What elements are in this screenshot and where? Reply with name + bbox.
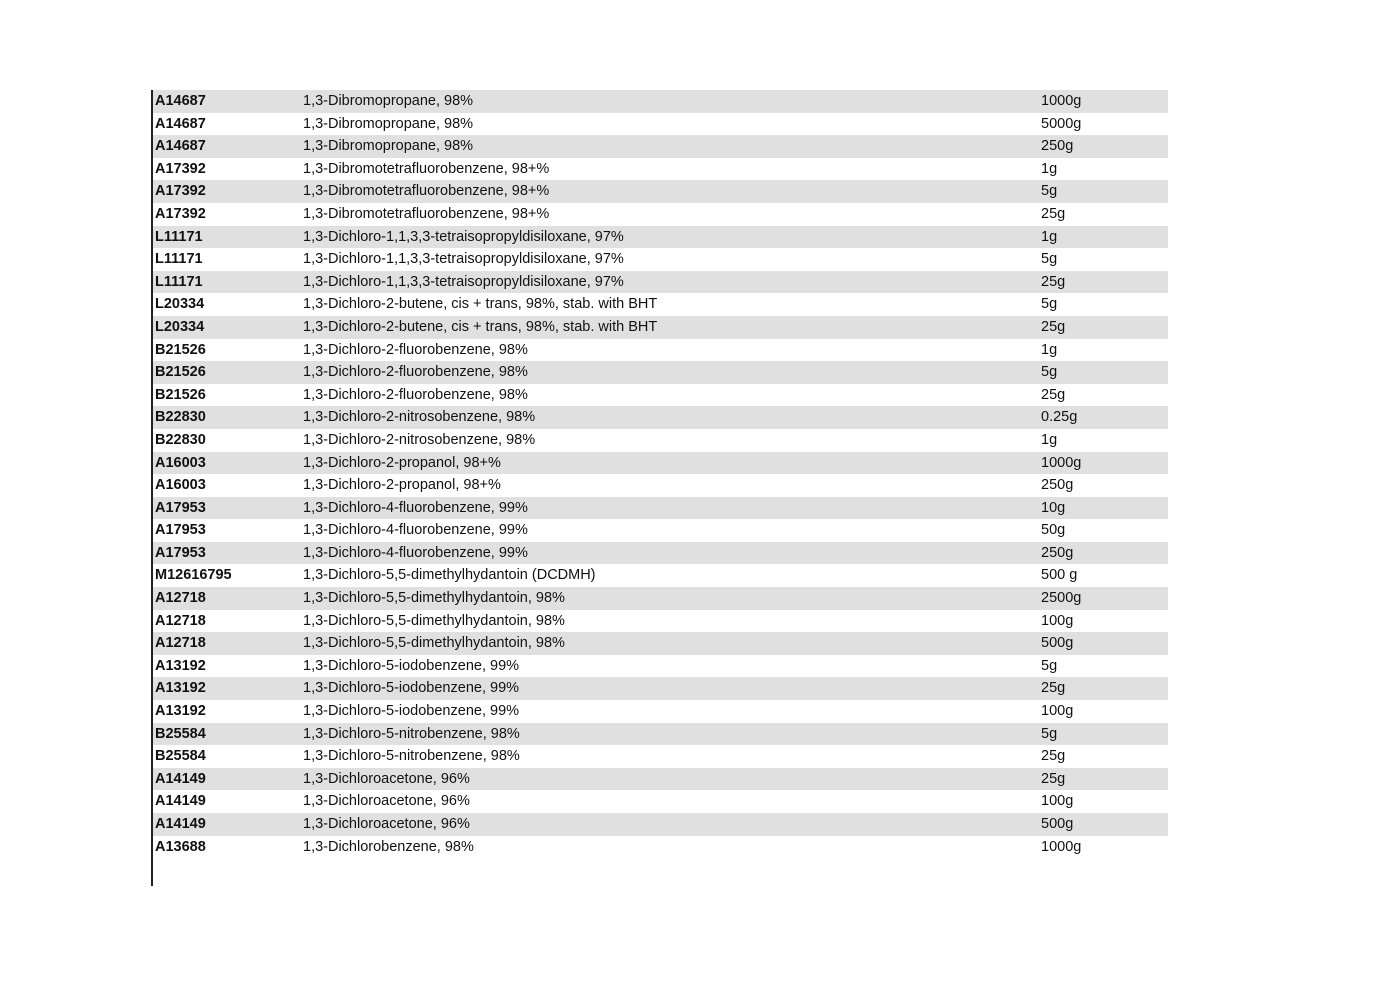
product-name-cell: 1,3-Dichloroacetone, 96% bbox=[303, 770, 470, 787]
catalog-number-cell: B25584 bbox=[155, 748, 206, 765]
table-row bbox=[153, 610, 1168, 633]
catalog-number-cell: A12718 bbox=[155, 612, 206, 629]
package-size-cell: 0.25g bbox=[1041, 409, 1078, 426]
table-row bbox=[153, 429, 1168, 452]
table-row bbox=[153, 677, 1168, 700]
package-size-cell: 100g bbox=[1041, 612, 1074, 629]
catalog-number-cell: L20334 bbox=[155, 318, 205, 335]
product-name-cell: 1,3-Dichloro-5-nitrobenzene, 98% bbox=[303, 748, 520, 765]
table-row bbox=[153, 587, 1168, 610]
table-row bbox=[153, 248, 1168, 271]
package-size-cell: 25g bbox=[1041, 318, 1066, 335]
table-row bbox=[153, 406, 1168, 429]
product-name-cell: 1,3-Dichloro-5,5-dimethylhydantoin (DCDMH) bbox=[303, 567, 596, 584]
catalog-number-cell: L11171 bbox=[155, 273, 203, 290]
product-name-cell: 1,3-Dichloro-2-butene, cis + trans, 98%, stab. with BHT bbox=[303, 296, 658, 313]
table-row bbox=[153, 158, 1168, 181]
catalog-number-cell: B25584 bbox=[155, 725, 206, 742]
catalog-number-cell: M12616795 bbox=[155, 567, 232, 584]
package-size-cell: 1g bbox=[1041, 341, 1058, 358]
table-body bbox=[153, 90, 1168, 858]
product-name-cell: 1,3-Dichloro-2-nitrosobenzene, 98% bbox=[303, 431, 536, 448]
catalog-number-cell: A17953 bbox=[155, 522, 206, 539]
catalog-number-cell: L11171 bbox=[155, 228, 203, 245]
catalog-number-cell: B21526 bbox=[155, 341, 206, 358]
product-name-cell: 1,3-Dichloro-5-iodobenzene, 99% bbox=[303, 703, 520, 720]
product-name-cell: 1,3-Dichloro-2-fluorobenzene, 98% bbox=[303, 341, 528, 358]
catalog-number-cell: A14687 bbox=[155, 138, 206, 155]
table-row bbox=[153, 474, 1168, 497]
table-row bbox=[153, 316, 1168, 339]
package-size-cell: 25g bbox=[1041, 386, 1066, 403]
product-name-cell: 1,3-Dichloro-1,1,3,3-tetraisopropyldisiloxane, 97% bbox=[303, 251, 624, 268]
product-name-cell: 1,3-Dichloro-1,1,3,3-tetraisopropyldisiloxane, 97% bbox=[303, 273, 624, 290]
package-size-cell: 5g bbox=[1041, 296, 1058, 313]
table-row bbox=[153, 497, 1168, 520]
package-size-cell: 5g bbox=[1041, 364, 1058, 381]
package-size-cell: 1000g bbox=[1041, 93, 1082, 109]
product-name-cell: 1,3-Dibromotetrafluorobenzene, 98+% bbox=[303, 160, 550, 177]
catalog-number-cell: A13192 bbox=[155, 703, 206, 720]
catalog-number-cell: A17392 bbox=[155, 183, 206, 200]
product-name-cell: 1,3-Dichloro-1,1,3,3-tetraisopropyldisiloxane, 97% bbox=[303, 228, 624, 245]
catalog-number-cell: A12718 bbox=[155, 590, 206, 607]
product-name-cell: 1,3-Dichloro-5-iodobenzene, 99% bbox=[303, 657, 520, 674]
product-name-cell: 1,3-Dichloro-5-nitrobenzene, 98% bbox=[303, 725, 520, 742]
package-size-cell: 10g bbox=[1041, 499, 1066, 516]
product-name-cell: 1,3-Dichloro-4-fluorobenzene, 99% bbox=[303, 499, 528, 516]
package-size-cell: 1g bbox=[1041, 228, 1058, 245]
table-row bbox=[153, 180, 1168, 203]
package-size-cell: 500g bbox=[1041, 635, 1074, 652]
product-name-cell: 1,3-Dibromopropane, 98% bbox=[303, 93, 474, 109]
package-size-cell: 1000g bbox=[1041, 454, 1082, 471]
table-row bbox=[153, 655, 1168, 678]
product-name-cell: 1,3-Dichloro-2-butene, cis + trans, 98%, stab. with BHT bbox=[303, 318, 658, 335]
package-size-cell: 500g bbox=[1041, 816, 1074, 832]
table-row bbox=[153, 519, 1168, 542]
table-row bbox=[153, 135, 1168, 158]
package-size-cell: 5g bbox=[1041, 183, 1058, 200]
package-size-cell: 25g bbox=[1041, 205, 1066, 222]
product-name-cell: 1,3-Dichloroacetone, 96% bbox=[303, 793, 470, 810]
package-size-cell: 5000g bbox=[1041, 115, 1082, 132]
product-name-cell: 1,3-Dichloro-5,5-dimethylhydantoin, 98% bbox=[303, 612, 565, 629]
table-row bbox=[153, 700, 1168, 723]
package-size-cell: 25g bbox=[1041, 680, 1066, 697]
catalog-number-cell: A17392 bbox=[155, 205, 206, 222]
package-size-cell: 500 g bbox=[1041, 567, 1078, 584]
table-row bbox=[153, 90, 1168, 113]
product-name-cell: 1,3-Dichloro-2-propanol, 98+% bbox=[303, 454, 501, 471]
table-row bbox=[153, 361, 1168, 384]
catalog-number-cell: L20334 bbox=[155, 296, 205, 313]
catalog-number-cell: A17392 bbox=[155, 160, 206, 177]
package-size-cell: 250g bbox=[1041, 544, 1074, 561]
package-size-cell: 5g bbox=[1041, 657, 1058, 674]
catalog-number-cell: B22830 bbox=[155, 431, 206, 448]
product-name-cell: 1,3-Dibromotetrafluorobenzene, 98+% bbox=[303, 205, 550, 222]
table-row bbox=[153, 790, 1168, 813]
package-size-cell: 5g bbox=[1041, 251, 1058, 268]
product-name-cell: 1,3-Dichloro-2-nitrosobenzene, 98% bbox=[303, 409, 536, 426]
product-name-cell: 1,3-Dibromopropane, 98% bbox=[303, 138, 474, 155]
catalog-number-cell: A13688 bbox=[155, 838, 206, 855]
table-row bbox=[153, 564, 1168, 587]
catalog-number-cell: A13192 bbox=[155, 657, 206, 674]
catalog-number-cell: A14149 bbox=[155, 816, 206, 832]
product-name-cell: 1,3-Dichloro-4-fluorobenzene, 99% bbox=[303, 544, 528, 561]
catalog-number-cell: L11171 bbox=[155, 251, 203, 268]
table-row bbox=[153, 723, 1168, 746]
table-row bbox=[153, 339, 1168, 362]
table-row bbox=[153, 745, 1168, 768]
catalog-number-cell: A14687 bbox=[155, 115, 206, 132]
package-size-cell: 1000g bbox=[1041, 838, 1082, 855]
catalog-number-cell: A17953 bbox=[155, 499, 206, 516]
product-name-cell: 1,3-Dichloro-5,5-dimethylhydantoin, 98% bbox=[303, 590, 565, 607]
package-size-cell: 1g bbox=[1041, 431, 1058, 448]
table-row bbox=[153, 542, 1168, 565]
table-row bbox=[153, 271, 1168, 294]
product-name-cell: 1,3-Dichloro-2-fluorobenzene, 98% bbox=[303, 364, 528, 381]
catalog-number-cell: B21526 bbox=[155, 386, 206, 403]
table-row bbox=[153, 113, 1168, 136]
table-row bbox=[153, 452, 1168, 475]
catalog-number-cell: A16003 bbox=[155, 477, 206, 494]
package-size-cell: 2500g bbox=[1041, 590, 1082, 607]
package-size-cell: 5g bbox=[1041, 725, 1058, 742]
product-name-cell: 1,3-Dichloroacetone, 96% bbox=[303, 816, 470, 832]
product-name-cell: 1,3-Dichloro-5,5-dimethylhydantoin, 98% bbox=[303, 635, 565, 652]
product-name-cell: 1,3-Dichlorobenzene, 98% bbox=[303, 838, 474, 855]
table-row bbox=[153, 226, 1168, 249]
product-name-cell: 1,3-Dichloro-4-fluorobenzene, 99% bbox=[303, 522, 528, 539]
package-size-cell: 25g bbox=[1041, 748, 1066, 765]
package-size-cell: 1g bbox=[1041, 160, 1058, 177]
product-name-cell: 1,3-Dichloro-2-propanol, 98+% bbox=[303, 477, 501, 494]
package-size-cell: 50g bbox=[1041, 522, 1066, 539]
table-row bbox=[153, 813, 1168, 836]
table-row bbox=[153, 203, 1168, 226]
product-table bbox=[151, 90, 1168, 886]
table-row bbox=[153, 632, 1168, 655]
catalog-number-cell: B21526 bbox=[155, 364, 206, 381]
catalog-number-cell: B22830 bbox=[155, 409, 206, 426]
product-name-cell: 1,3-Dibromotetrafluorobenzene, 98+% bbox=[303, 183, 550, 200]
package-size-cell: 100g bbox=[1041, 793, 1074, 810]
table-row bbox=[153, 836, 1168, 859]
catalog-number-cell: A17953 bbox=[155, 544, 206, 561]
package-size-cell: 25g bbox=[1041, 273, 1066, 290]
table-row bbox=[153, 384, 1168, 407]
catalog-number-cell: A14149 bbox=[155, 770, 206, 787]
product-name-cell: 1,3-Dichloro-2-fluorobenzene, 98% bbox=[303, 386, 528, 403]
catalog-number-cell: A16003 bbox=[155, 454, 206, 471]
product-name-cell: 1,3-Dichloro-5-iodobenzene, 99% bbox=[303, 680, 520, 697]
package-size-cell: 100g bbox=[1041, 703, 1074, 720]
package-size-cell: 25g bbox=[1041, 770, 1066, 787]
catalog-number-cell: A12718 bbox=[155, 635, 206, 652]
catalog-number-cell: A14687 bbox=[155, 93, 206, 109]
table-row bbox=[153, 768, 1168, 791]
product-name-cell: 1,3-Dibromopropane, 98% bbox=[303, 115, 474, 132]
catalog-number-cell: A13192 bbox=[155, 680, 206, 697]
catalog-number-cell: A14149 bbox=[155, 793, 206, 810]
package-size-cell: 250g bbox=[1041, 138, 1074, 155]
table-row bbox=[153, 293, 1168, 316]
package-size-cell: 250g bbox=[1041, 477, 1074, 494]
